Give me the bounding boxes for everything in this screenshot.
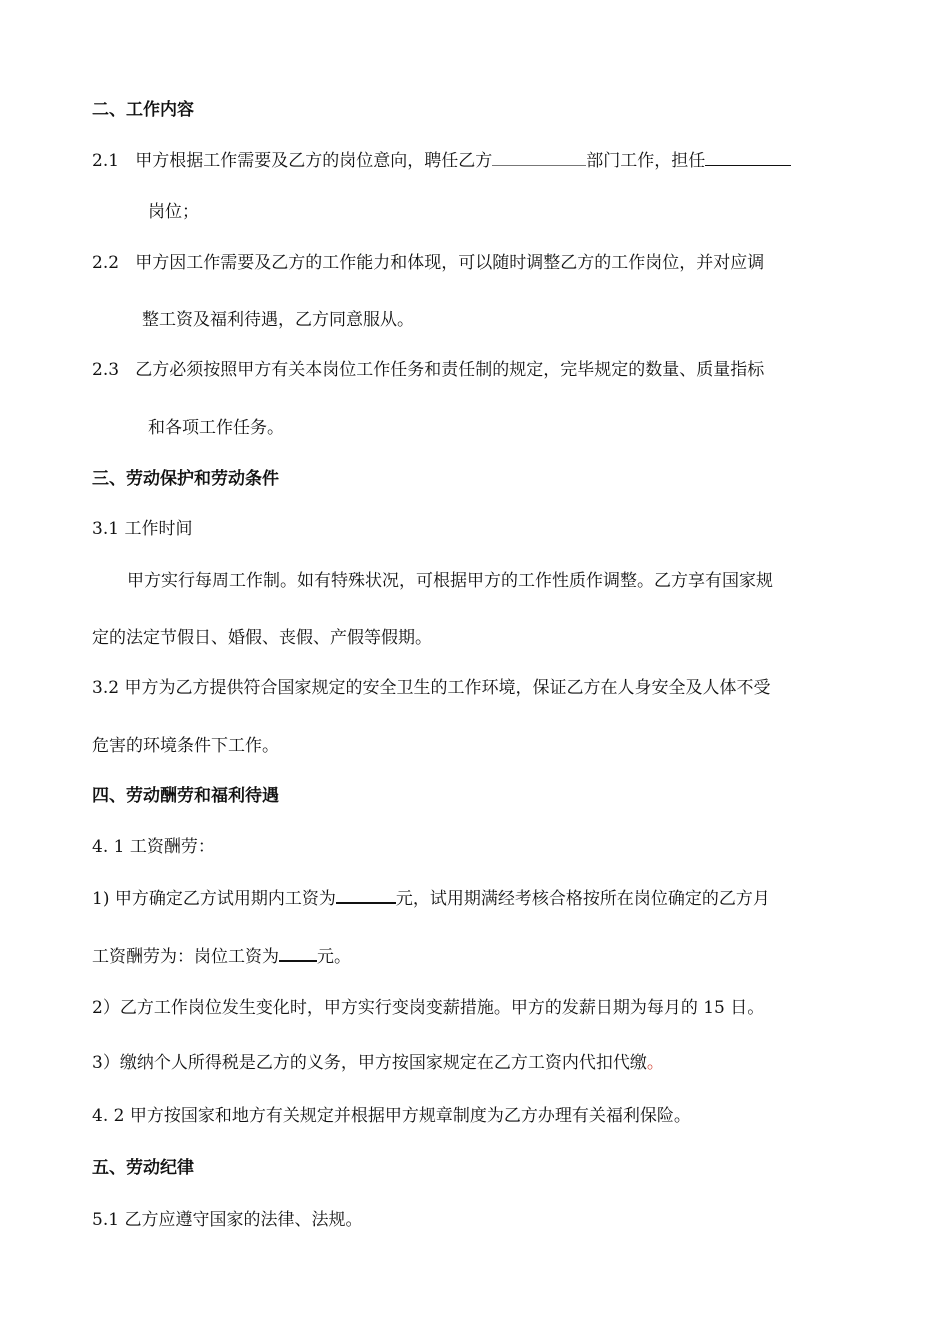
- clause-2-1-number: 2.1: [92, 151, 120, 171]
- clause-2-1-text-a: 甲方根据工作需要及乙方的岗位意向，聘任乙方: [135, 151, 493, 171]
- clause-4-2: 4. 2 甲方按国家和地方有关规定并根据甲方规章制度为乙方办理有关福利保险。: [92, 1106, 691, 1126]
- item-1-text-b: 元，试用期满经考核合格按所在岗位确定的乙方月: [395, 889, 770, 909]
- clause-2-2-text-a: 甲方因工作需要及乙方的工作能力和体现，可以随时调整乙方的工作岗位，并对应调: [135, 253, 765, 273]
- clause-3-2-line-1: 3.2 甲方为乙方提供符合国家规定的安全卫生的工作环境，保证乙方在人身安全及人体不受: [92, 678, 771, 698]
- section-2-heading: 二、工作内容: [92, 100, 194, 120]
- section-5-heading: 五、劳动纪律: [92, 1158, 194, 1178]
- clause-3-1-paragraph-line-2: 定的法定节假日、婚假、丧假、产假等假期。: [92, 628, 432, 648]
- position-salary-blank: [279, 944, 317, 962]
- item-1-text-a: 1) 甲方确定乙方试用期内工资为: [92, 889, 336, 909]
- item-1-line-2: [92, 944, 351, 969]
- clause-2-3-line-1: [92, 358, 764, 382]
- item-1-line-1: [92, 886, 770, 911]
- clause-5-1: 5.1 乙方应遵守国家的法律、法规。: [92, 1210, 363, 1230]
- clause-3-1: 3.1 工作时间: [92, 519, 193, 539]
- clause-2-1-line-2: 岗位；: [148, 202, 199, 222]
- clause-2-2-number: 2.2: [92, 253, 120, 273]
- item-2: 2）乙方工作岗位发生变化时，甲方实行变岗变薪措施。甲方的发薪日期为每月的 15 日。: [92, 998, 765, 1018]
- section-3-heading: 三、劳动保护和劳动条件: [92, 469, 279, 489]
- section-4-heading: 四、劳动酬劳和福利待遇: [92, 786, 279, 806]
- clause-2-3-line-2: 和各项工作任务。: [148, 418, 284, 438]
- department-blank: [492, 149, 586, 166]
- item-1-text-c: 工资酬劳为：岗位工资为: [92, 947, 279, 967]
- clause-4-1: 4. 1 工资酬劳：: [92, 837, 215, 857]
- item-1-text-d: 元。: [317, 947, 351, 967]
- item-3: [92, 1051, 664, 1075]
- clause-2-2-line-1: [92, 251, 764, 275]
- item-3-period: 。: [646, 1053, 664, 1073]
- position-blank: [705, 149, 791, 166]
- clause-3-2-line-2: 危害的环境条件下工作。: [92, 736, 279, 756]
- item-3-text: 3）缴纳个人所得税是乙方的义务，甲方按国家规定在乙方工资内代扣代缴: [92, 1053, 647, 1073]
- clause-2-1-line-1: [92, 149, 791, 173]
- probation-salary-blank: [336, 886, 396, 904]
- clause-2-1-text-b: 部门工作，担任: [586, 151, 706, 171]
- clause-2-3-number: 2.3: [92, 360, 120, 380]
- clause-2-3-text-a: 乙方必须按照甲方有关本岗位工作任务和责任制的规定，完毕规定的数量、质量指标: [135, 360, 765, 380]
- clause-3-1-paragraph-line-1: 甲方实行每周工作制。如有特殊状况，可根据甲方的工作性质作调整。乙方享有国家规: [127, 571, 773, 591]
- clause-2-2-line-2: 整工资及福利待遇，乙方同意服从。: [142, 310, 414, 330]
